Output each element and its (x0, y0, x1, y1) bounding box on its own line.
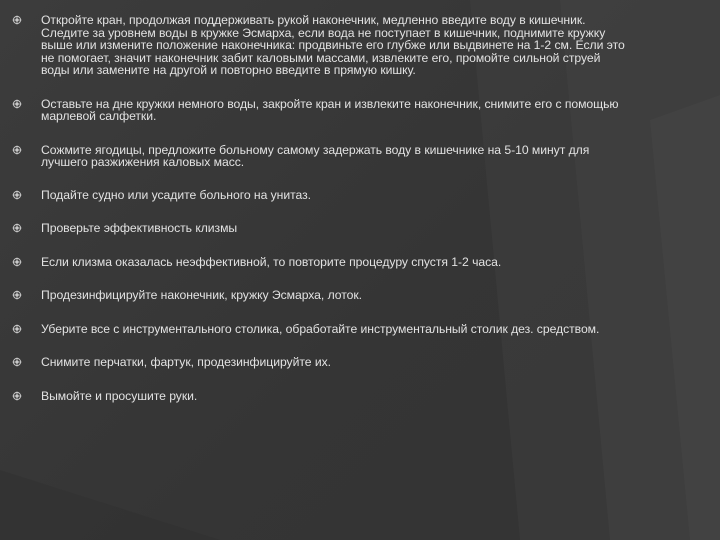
target-bullet-icon (12, 257, 22, 267)
bullet-text-line: Оставьте на дне кружки немного воды, закройте кран и извлеките наконечник, снимите его с помощью (41, 96, 619, 111)
target-bullet-icon (12, 99, 22, 109)
bullet-text-line: марлевой салфетки. (41, 109, 157, 123)
bullet-text-line: Сожмите ягодицы, предложите больному самому задержать воду в кишечнике на 5-10 минут для (41, 142, 590, 157)
bullet-item (12, 98, 720, 123)
bullet-text-line: воды или замените на другой и повторно введите в прямую кишку. (41, 63, 416, 77)
bullet-item (12, 289, 720, 302)
bullet-text-line: Снимите перчатки, фартук, продезинфицируйте их. (41, 355, 331, 369)
target-bullet-icon (12, 145, 22, 155)
target-bullet-icon (12, 391, 22, 401)
bullet-text-line: выше или измените положение наконечника: продвиньте его глубже или выдвинете на 1-2 см. Если это (41, 38, 625, 52)
bullet-item (12, 144, 720, 169)
target-bullet-icon (12, 223, 22, 233)
background-panel-shape (0, 470, 220, 540)
target-bullet-icon (12, 15, 22, 25)
bullet-list (12, 14, 720, 402)
bullet-item (12, 356, 720, 369)
bullet-text-line: Откройте кран, продолжая поддерживать рукой наконечник, медленно введите воду в кишечник. (41, 13, 586, 27)
bullet-text-line: Уберите все с инструментального столика, обработайте инструментальный столик дез. средством. (41, 321, 600, 336)
bullet-item (12, 222, 720, 235)
target-bullet-icon (12, 357, 22, 367)
target-bullet-icon (12, 290, 22, 300)
bullet-text-line: не помогает, значит наконечник забит каловыми массами, извлеките его, промойте сильной струей (41, 50, 601, 65)
bullet-text-line: Продезинфицируйте наконечник, кружку Эсмарха, лоток. (41, 288, 362, 302)
bullet-item (12, 323, 720, 336)
bullet-text-line: Вымойте и просушите руки. (41, 388, 198, 403)
bullet-item (12, 256, 720, 269)
bullet-text-line: Следите за уровнем воды в кружке Эсмарха, если вода не поступает в кишечник, поднимите кружку (41, 25, 606, 40)
bullet-item (12, 189, 720, 202)
bullet-text-line: лучшего разжижения каловых масс. (41, 155, 245, 169)
target-bullet-icon (12, 190, 22, 200)
bullet-item (12, 14, 720, 77)
bullet-item (12, 390, 720, 403)
bullet-text-line: Подайте судно или усадите больного на унитаз. (41, 187, 311, 202)
bullet-text-line: Проверьте эффективность клизмы (41, 221, 238, 235)
bullet-text-line: Если клизма оказалась неэффективной, то повторите процедуру спустя 1-2 часа. (41, 254, 502, 269)
target-bullet-icon (12, 324, 22, 334)
